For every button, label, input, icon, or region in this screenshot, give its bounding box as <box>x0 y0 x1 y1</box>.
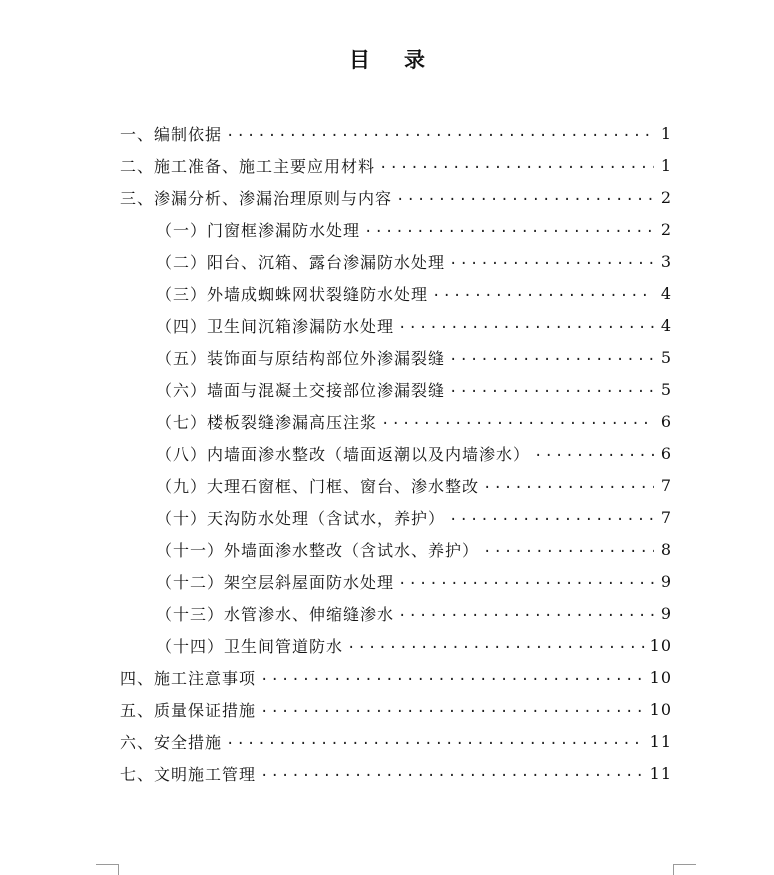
dot-leader <box>449 380 654 396</box>
dot-leader <box>432 284 654 300</box>
toc-entry-page: 4 <box>660 283 672 303</box>
toc-entry-label: （七）楼板裂缝渗漏高压注浆 <box>156 412 378 432</box>
dot-leader <box>226 124 654 140</box>
toc-entry-page: 11 <box>649 731 672 751</box>
toc-subentry[interactable] <box>120 373 672 405</box>
toc-entry[interactable] <box>120 661 672 693</box>
toc-entry[interactable] <box>120 725 672 757</box>
toc-entry-label: （六）墙面与混凝土交接部位渗漏裂缝 <box>156 380 446 400</box>
toc-subentry[interactable] <box>120 245 672 277</box>
toc-subentry[interactable] <box>120 469 672 501</box>
dot-leader <box>226 732 646 748</box>
toc-entry-label: （十二）架空层斜屋面防水处理 <box>156 572 395 592</box>
toc-entry-page: 4 <box>660 315 672 335</box>
toc-subentry[interactable] <box>120 501 672 533</box>
dot-leader <box>260 764 646 780</box>
toc-entry-page: 10 <box>649 667 672 687</box>
toc-entry[interactable] <box>120 693 672 725</box>
toc-entry-label: 六、安全措施 <box>120 732 223 752</box>
toc-subentry[interactable] <box>120 437 672 469</box>
toc-subentry[interactable] <box>120 533 672 565</box>
toc-entry-page: 3 <box>660 251 672 271</box>
toc-entry-page: 8 <box>660 539 672 559</box>
table-of-contents <box>120 117 672 789</box>
toc-entry-page: 1 <box>660 155 672 175</box>
toc-entry-label: （十一）外墙面渗水整改（含试水、养护） <box>156 540 480 560</box>
toc-entry-label: 五、质量保证措施 <box>120 700 257 720</box>
toc-subentry[interactable] <box>120 405 672 437</box>
toc-entry-label: 二、施工准备、施工主要应用材料 <box>120 156 376 176</box>
toc-subentry[interactable] <box>120 629 672 661</box>
toc-entry-page: 7 <box>660 475 672 495</box>
dot-leader <box>260 700 646 716</box>
toc-subentry[interactable] <box>120 565 672 597</box>
toc-entry-page: 9 <box>660 571 672 591</box>
toc-subentry[interactable] <box>120 213 672 245</box>
toc-entry-label: （三）外墙成蜘蛛网状裂缝防水处理 <box>156 284 429 304</box>
toc-entry[interactable] <box>120 149 672 181</box>
dot-leader <box>396 188 654 204</box>
page-margin-corner-mark <box>96 864 119 875</box>
toc-entry[interactable] <box>120 117 672 149</box>
toc-entry-page: 1 <box>660 123 672 143</box>
toc-subentry[interactable] <box>120 277 672 309</box>
toc-entry-label: （十）天沟防水处理（含试水，养护） <box>156 508 446 528</box>
page-margin-corner-mark <box>673 864 696 875</box>
toc-entry-label: （四）卫生间沉箱渗漏防水处理 <box>156 316 395 336</box>
toc-entry-label: 七、文明施工管理 <box>120 764 257 784</box>
toc-subentry[interactable] <box>120 597 672 629</box>
toc-entry-label: （十四）卫生间管道防水 <box>156 636 344 656</box>
toc-entry-page: 5 <box>660 379 672 399</box>
dot-leader <box>483 476 654 492</box>
toc-entry-label: （一）门窗框渗漏防水处理 <box>156 220 361 240</box>
toc-entry-label: （十三）水管渗水、伸缩缝渗水 <box>156 604 395 624</box>
toc-entry-page: 2 <box>660 219 672 239</box>
toc-title: 目录 <box>349 47 459 72</box>
dot-leader <box>449 508 654 524</box>
dot-leader <box>483 540 654 556</box>
dot-leader <box>379 156 654 172</box>
toc-entry-page: 10 <box>649 699 672 719</box>
dot-leader <box>449 348 654 364</box>
dot-leader <box>364 220 654 236</box>
toc-entry[interactable] <box>120 757 672 789</box>
dot-leader <box>398 572 654 588</box>
dot-leader <box>381 412 654 428</box>
toc-entry-label: 三、渗漏分析、渗漏治理原则与内容 <box>120 188 393 208</box>
toc-entry[interactable] <box>120 181 672 213</box>
dot-leader <box>449 252 654 268</box>
toc-entry-page: 5 <box>660 347 672 367</box>
dot-leader <box>398 316 654 332</box>
toc-entry-label: 一、编制依据 <box>120 124 223 144</box>
toc-subentry[interactable] <box>120 341 672 373</box>
toc-entry-label: （二）阳台、沉箱、露台渗漏防水处理 <box>156 252 446 272</box>
toc-entry-label: 四、施工注意事项 <box>120 668 257 688</box>
toc-entry-page: 11 <box>649 763 672 783</box>
dot-leader <box>347 636 646 652</box>
toc-entry-page: 6 <box>660 411 672 431</box>
toc-subentry[interactable] <box>120 309 672 341</box>
dot-leader <box>398 604 654 620</box>
toc-entry-label: （八）内墙面渗水整改（墙面返潮以及内墙渗水） <box>156 444 531 464</box>
toc-entry-page: 6 <box>660 443 672 463</box>
toc-entry-page: 9 <box>660 603 672 623</box>
toc-entry-page: 10 <box>649 635 672 655</box>
dot-leader <box>534 444 654 460</box>
toc-entry-label: （九）大理石窗框、门框、窗台、渗水整改 <box>156 476 480 496</box>
toc-entry-label: （五）装饰面与原结构部位外渗漏裂缝 <box>156 348 446 368</box>
toc-entry-page: 2 <box>660 187 672 207</box>
toc-entry-page: 7 <box>660 507 672 527</box>
dot-leader <box>260 668 646 684</box>
